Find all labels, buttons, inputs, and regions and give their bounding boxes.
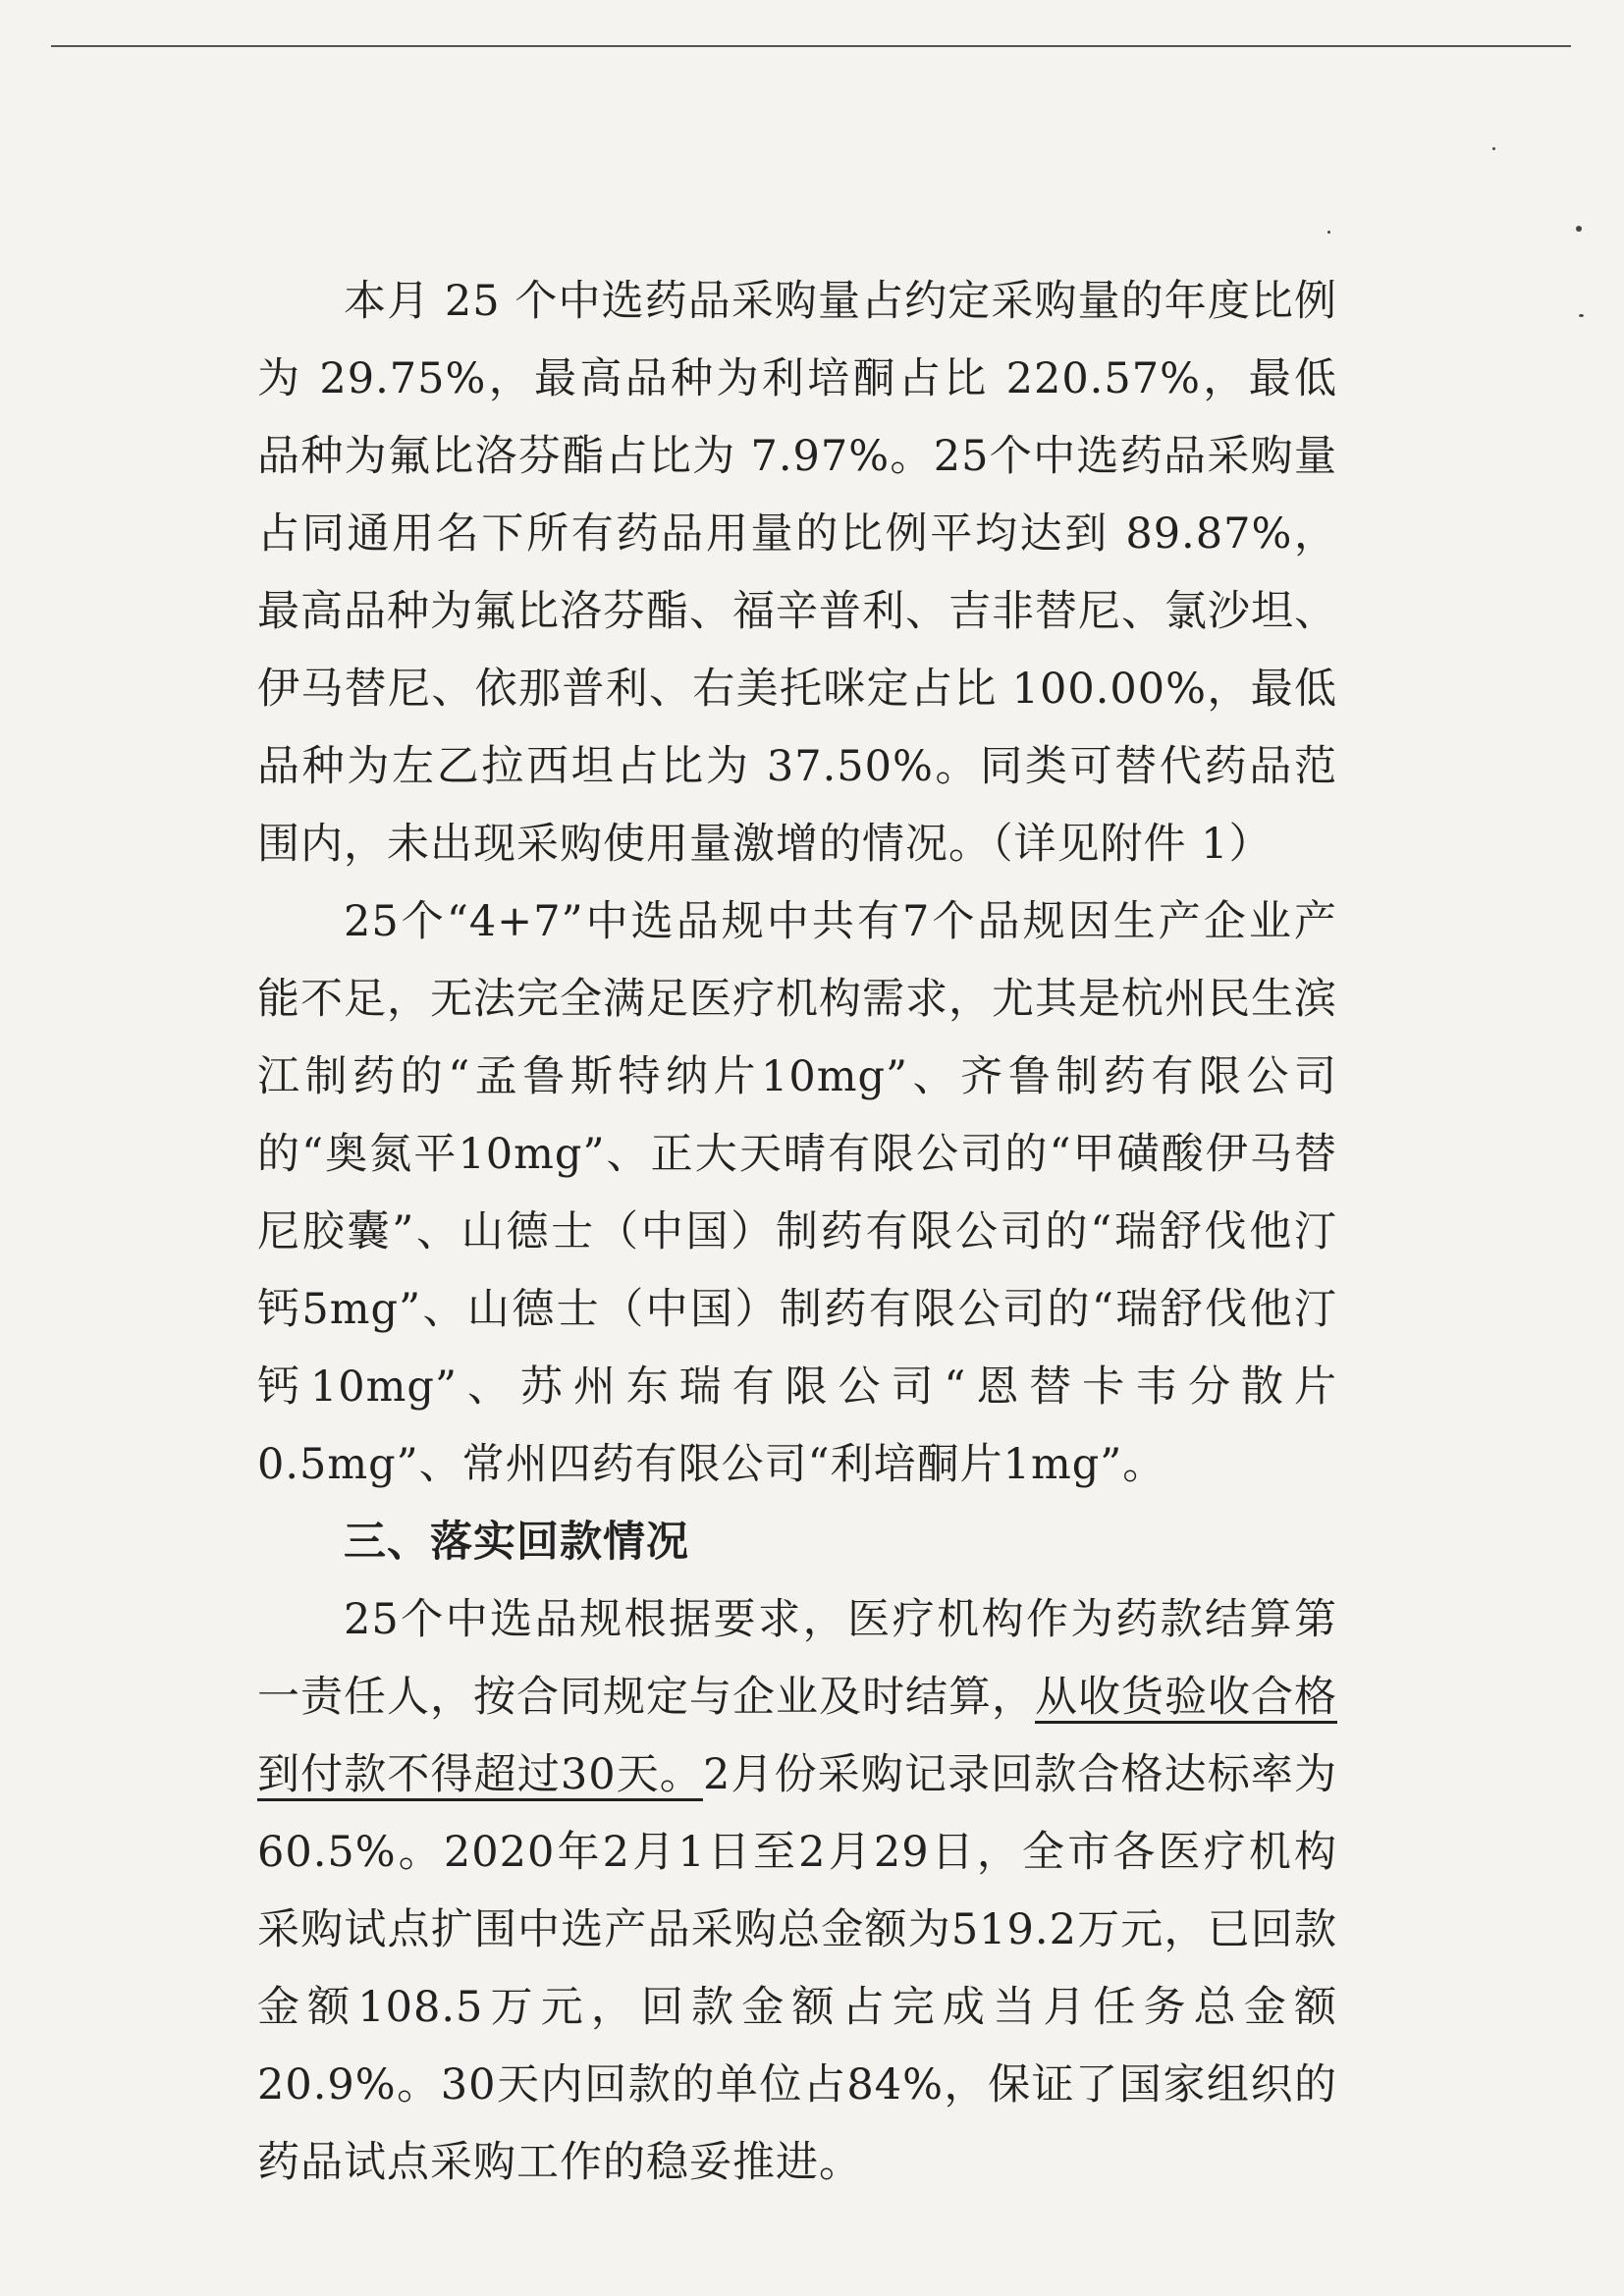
document-body xyxy=(257,263,1337,2202)
procurement-ratio-paragraph: 本月 25 个中选药品采购量占约定采购量的年度比例为 29.75%，最高品种为利培酮占比 220.57%，最低品种为氟比洛芬酯占比为 7.97%。25个中选药品采购量占同通用名下所有药品用量的比例平均达到 89.87%，最高品种为氟比洛芬酯、福辛普利、吉非替尼、氯沙坦、伊马替尼、依那普利、右美托咪定占比 100.00%，最低品种为左乙拉西坦占比为 37.50%。同类可替代药品范围内，未出现采购使用量激增的情况。（详见附件 1） xyxy=(257,277,1337,869)
scan-speck xyxy=(1327,231,1330,234)
payment-text-after: 2月份采购记录回款合格达标率为60.5%。2020年2月1日至2月29日，全市各医疗机构采购试点扩围中选产品采购总金额为519.2万元，已回款金额108.5万元，回款金额占完成当月任务总金额20.9%。30天内回款的单位占84%，保证了国家组织的药品试点采购工作的稳妥推进。 xyxy=(257,1750,1337,2187)
header-rule xyxy=(51,45,1571,47)
payment-text-before: 25个中选品规根据要求，医疗机构作为药款结算第一责任人，按合同规定与企业及时结算， xyxy=(257,1595,1337,1722)
payment-deadline-underlined: 从收货验收合格到付款不得超过30天。 xyxy=(257,1673,1337,1799)
supply-shortage-paragraph: 25个“4+7”中选品规中共有7个品规因生产企业产能不足，无法完全满足医疗机构需求，尤其是杭州民生滨江制药的“孟鲁斯特纳片10mg”、齐鲁制药有限公司的“奥氮平10mg”、正大天晴有限公司的“甲磺酸伊马替尼胶囊”、山德士（中国）制药有限公司的“瑞舒伐他汀钙5mg”、山德士（中国）制药有限公司的“瑞舒伐他汀钙10mg”、苏州东瑞有限公司“恩替卡韦分散片0.5mg”、常州四药有限公司“利培酮片1mg”。 xyxy=(257,897,1337,1489)
section-heading: 三、落实回款情况 xyxy=(344,1518,689,1567)
scan-speck xyxy=(1492,147,1495,150)
scan-speck xyxy=(1579,314,1584,317)
scan-speck xyxy=(1576,226,1582,232)
payment-paragraph xyxy=(257,1581,1337,2202)
